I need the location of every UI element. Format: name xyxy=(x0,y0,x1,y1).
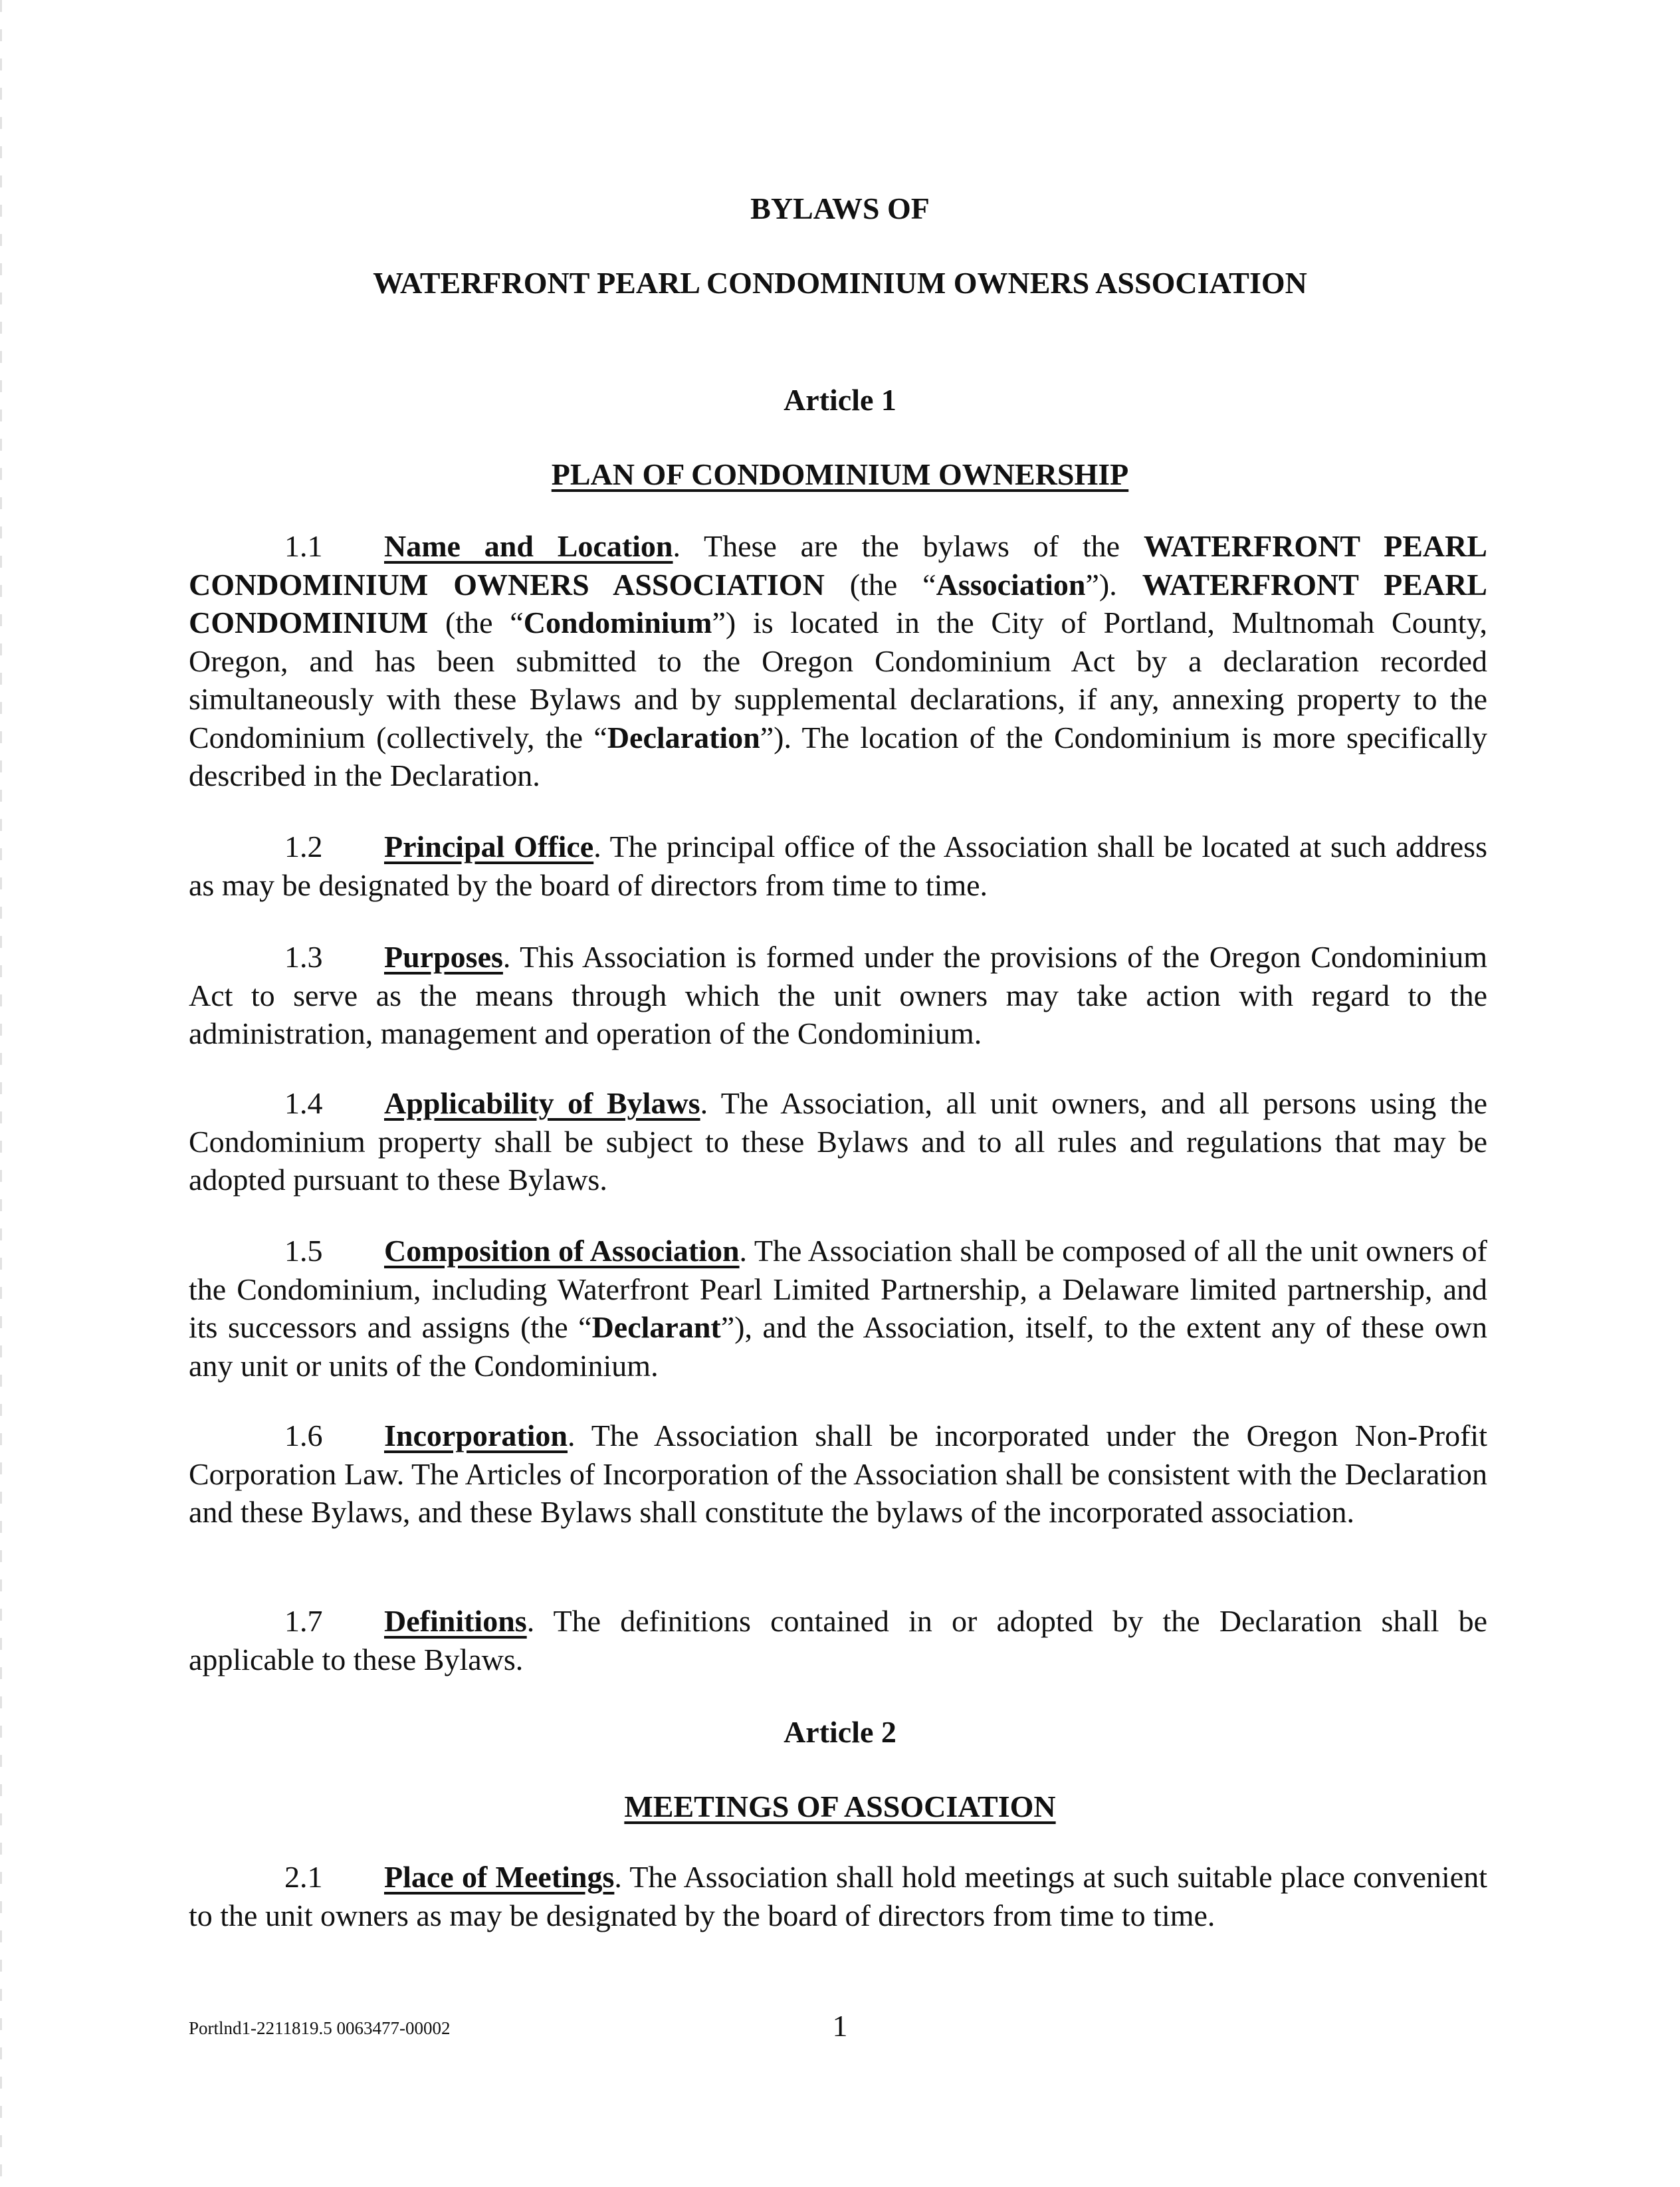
section-1-3 xyxy=(189,938,1487,1053)
scan-edge-artifact xyxy=(0,0,2,2187)
section-bold-text: WATERFRONT PEARL CONDOMINIUM xyxy=(189,567,1487,639)
section-number: 2.1 xyxy=(284,1860,323,1894)
section-number: 1.1 xyxy=(284,529,323,563)
section-text: (the “ xyxy=(824,567,936,602)
section-text: ”). xyxy=(1085,567,1142,602)
document-title-line2: WATERFRONT PEARL CONDOMINIUM OWNERS ASSOCIATION xyxy=(373,266,1307,300)
section-title: Applicability of Bylaws xyxy=(384,1086,700,1120)
section-text: ”), and the Association, itself, to the extent any of these own any unit or units of the Condominium. xyxy=(189,1310,1487,1383)
section-1-7 xyxy=(189,1602,1487,1678)
article-1-subheading-text: PLAN OF CONDOMINIUM OWNERSHIP xyxy=(551,457,1129,491)
footer-document-id: Portlnd1-2211819.5 0063477-00002 xyxy=(189,2018,451,2038)
section-1-1 xyxy=(189,527,1487,795)
article-2-subheading-text: MEETINGS OF ASSOCIATION xyxy=(624,1789,1056,1823)
section-title: Name and Location xyxy=(384,529,673,563)
article-2-subheading xyxy=(0,1788,1680,1825)
section-bold-text: Declarant xyxy=(591,1310,721,1344)
section-number: 1.3 xyxy=(284,940,323,974)
section-text: . The Association shall hold meetings at such suitable place convenient to the unit owners as may be designated by the board of directors from time to time. xyxy=(189,1860,1487,1932)
section-bold-text: Declaration xyxy=(607,720,760,754)
section-text: . The Association shall be incorporated under the Oregon Non-Profit Corporation Law. The Articles of Incorporation of the Association shall be consistent with the Declaration and these Bylaws, and these Bylaws shall constitute the bylaws of the incorporated association. xyxy=(189,1419,1487,1529)
article-1-heading: Article 1 xyxy=(784,383,896,417)
section-text: ”). The location of the Condominium is more specifically described in the Declaration. xyxy=(189,720,1487,792)
section-number: 1.2 xyxy=(284,830,323,863)
section-title: Incorporation xyxy=(384,1419,568,1452)
section-1-4 xyxy=(189,1084,1487,1199)
section-text: . The principal office of the Association shall be located at such address as may be designated by the board of directors from time to time. xyxy=(189,830,1487,902)
section-title: Definitions xyxy=(384,1604,527,1638)
section-bold-text: WATERFRONT PEARL CONDOMINIUM OWNERS ASSOCIATION xyxy=(189,529,1487,602)
section-1-2 xyxy=(189,828,1487,904)
section-bold-text: Association xyxy=(936,567,1086,602)
article-1-subheading xyxy=(0,456,1680,493)
section-title: Place of Meetings xyxy=(384,1860,615,1894)
section-text: . These are the bylaws of the xyxy=(673,529,1144,563)
section-text: ”) is located in the City of Portland, Multnomah County, Oregon, and has been submitted to the Oregon Condominium Act by a declaration recorded simultaneously with these Bylaws and by supplemental declarations, if any, annexing property to the Condominium (collectively, the “ xyxy=(189,606,1488,754)
section-number: 1.5 xyxy=(284,1234,323,1268)
section-number: 1.6 xyxy=(284,1419,323,1452)
section-text: (the “ xyxy=(428,606,524,639)
section-1-5 xyxy=(189,1232,1487,1385)
section-title: Purposes xyxy=(384,940,503,974)
section-2-1 xyxy=(189,1858,1487,1934)
section-text: . This Association is formed under the provisions of the Oregon Condominium Act to serve as the means through which the unit owners may take action with regard to the administration, management and operation of the Condominium. xyxy=(189,940,1487,1050)
section-bold-text: Condominium xyxy=(523,606,712,639)
page-number: 1 xyxy=(832,2009,848,2043)
section-text: . The Association shall be composed of all the unit owners of the Condominium, including Waterfront Pearl Limited Partnership, a Delaware limited partnership, and its successors and assigns (the “ xyxy=(189,1234,1487,1344)
section-1-6 xyxy=(189,1417,1487,1532)
section-text: . The Association, all unit owners, and all persons using the Condominium property shall be subject to these Bylaws and to all rules and regulations that may be adopted pursuant to these Bylaws. xyxy=(189,1086,1487,1197)
section-title: Principal Office xyxy=(384,830,594,863)
section-number: 1.7 xyxy=(284,1604,323,1638)
section-number: 1.4 xyxy=(284,1086,323,1120)
article-2-heading: Article 2 xyxy=(784,1715,896,1749)
section-title: Composition of Association xyxy=(384,1234,740,1268)
document-title-line1: BYLAWS OF xyxy=(750,191,930,225)
section-text: . The definitions contained in or adopted by the Declaration shall be applicable to these Bylaws. xyxy=(189,1604,1487,1676)
